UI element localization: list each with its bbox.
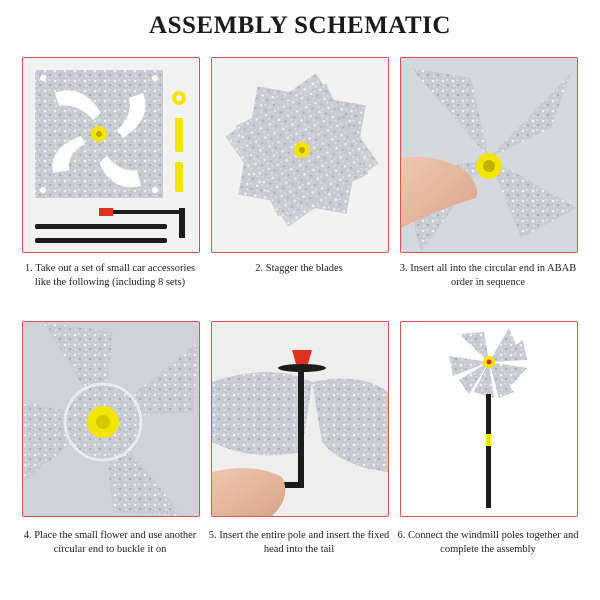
step-4-caption: 4. Place the small flower and use another circular end to buckle it on (23, 530, 197, 555)
step-3-caption: 3. Insert all into the circular end in ABAB order in sequence (399, 263, 577, 288)
step-5-caption: 5. Insert the entire pole and insert the fixed head into the tail (208, 530, 390, 555)
step-5-photo (211, 321, 389, 517)
step-6-caption: 6. Connect the windmill poles together and complete the assembly (397, 530, 579, 555)
step-1-photo (22, 57, 200, 253)
step-3-photo (400, 57, 578, 253)
step-1-caption: 1. Take out a set of small car accessories like the following (including 8 sets) (24, 263, 196, 288)
step-2-photo (211, 57, 389, 253)
step-2-caption: 2. Stagger the blades (255, 263, 343, 274)
step-6-photo (400, 321, 578, 517)
step-4-photo (22, 321, 200, 517)
page-title: ASSEMBLY SCHEMATIC (149, 12, 451, 39)
